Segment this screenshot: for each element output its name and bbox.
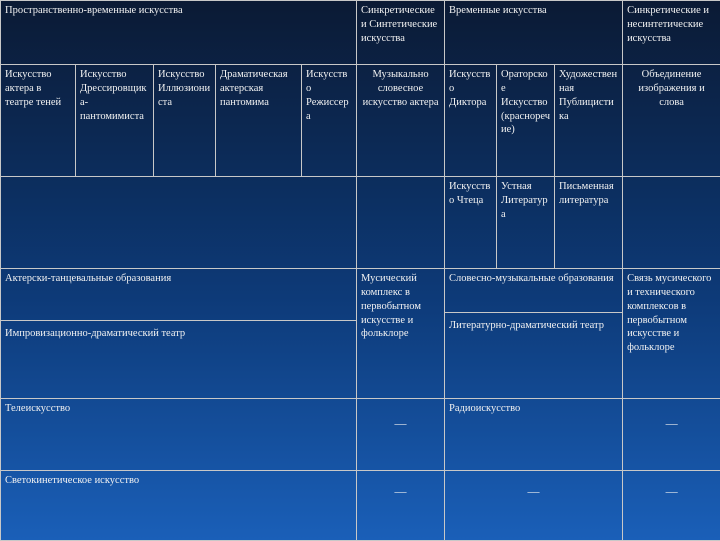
cell-dash-text: — <box>361 416 440 432</box>
cell-radio-art: Радиоискусство <box>445 399 623 471</box>
cell-dash-text: — <box>361 484 440 500</box>
cell-oratory: Ораторское Искусство (красноречие) <box>497 65 555 177</box>
header-temporal: Временные искусства <box>445 1 623 65</box>
header-row <box>1 1 720 65</box>
cell-dramatic-pantomime: Драматическая актерская пантомима <box>216 65 302 177</box>
cell-oral-literature: Устная Литература <box>497 177 555 269</box>
cell-empty <box>623 177 720 269</box>
cell-dash <box>445 471 623 541</box>
cell-empty <box>357 177 445 269</box>
cell-verbal-musical: Словесно-музыкальные образования <box>449 272 618 286</box>
cell-dash-text: — <box>627 484 716 500</box>
table-row <box>1 399 720 471</box>
cell-empty <box>1 177 357 269</box>
cell-dash <box>357 471 445 541</box>
cell-dash <box>623 471 720 541</box>
table-row <box>1 65 720 177</box>
table-row <box>1 177 720 269</box>
table-row <box>1 269 720 399</box>
cell-shadow-theatre-actor: Искусство актера в театре теней <box>1 65 76 177</box>
cell-reader: Искусство Чтеца <box>445 177 497 269</box>
cell-light-kinetic: Светокинетическое искусство <box>1 471 357 541</box>
cell-dash-text: — <box>449 484 618 500</box>
cell-dash <box>357 399 445 471</box>
cell-trainer-pantomime: Искусство Дрессировщика-пантомимиста <box>76 65 154 177</box>
cell-illusionist: Искусство Иллюзиониста <box>154 65 216 177</box>
cell-musical-verbal-actor: Музыкально словесное искусство актера <box>357 65 445 177</box>
cell-literary-drama-theatre: Литературно-драматический театр <box>449 319 618 333</box>
cell-musical-technical-link: Связь мусического и технического комплексов в первобытном искусстве и фольклоре <box>623 269 720 399</box>
header-syncretic-nonsynthetic: Синкретические и несинтетические искусства <box>623 1 720 65</box>
header-syncretic-synthetic: Синкретические и Синтетические искусства <box>357 1 445 65</box>
cell-tv-art: Телеискусство <box>1 399 357 471</box>
cell-temporal-group <box>445 269 623 399</box>
cell-announcer: Искусство Диктора <box>445 65 497 177</box>
cell-acting-dance: Актерски-танцевальные образования <box>5 272 352 286</box>
cell-left-group <box>1 269 357 399</box>
cell-musical-complex: Мусический комплекс в первобытном искусстве и фольклоре <box>357 269 445 399</box>
cell-image-word: Объединение изображения и слова <box>623 65 720 177</box>
cell-dash <box>623 399 720 471</box>
cell-dash-text: — <box>627 416 716 432</box>
table-row <box>1 471 720 541</box>
header-spatiotemporal: Пространственно-временные искусства <box>1 1 357 65</box>
cell-improv-theatre: Импровизационно-драматический театр <box>5 327 352 341</box>
cell-director: Искусство Режиссера <box>302 65 357 177</box>
cell-written-literature: Письменная литература <box>555 177 623 269</box>
cell-publicism: Художественная Публицистика <box>555 65 623 177</box>
